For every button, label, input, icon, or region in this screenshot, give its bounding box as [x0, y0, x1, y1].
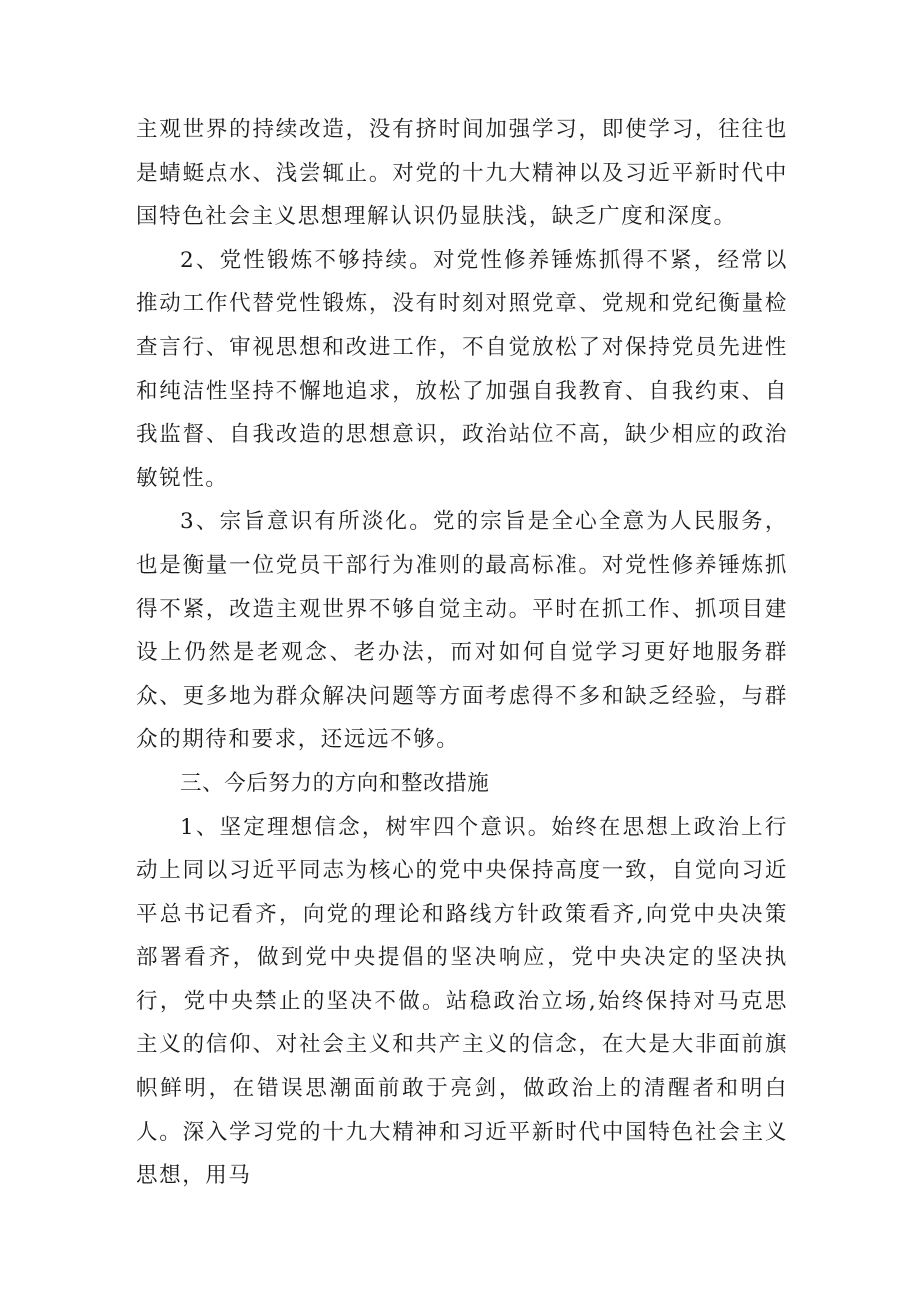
paragraph-continuation: 主观世界的持续改造，没有挤时间加强学习，即使学习，往往也是蜻蜓点水、浅尝辄止。对党的十九大精神以及习近平新时代中国特色社会主义思想理解认识仍显肤浅，缺乏广度和深度。	[136, 117, 788, 230]
section-heading: 三、今后努力的方向和整改措施	[180, 770, 490, 796]
paragraph-item-3: 3、宗旨意识有所淡化。党的宗旨是全心全意为人民服务，也是衡量一位党员干部行为准则的最高标准。对党性修养锤炼抓得不紧，改造主观世界不够自觉主动。平时在抓工作、抓项目建设上仍然是老观念、老办法，而对如何自觉学习更好地服务群众、更多地为群众解决问题等方面考虑得不多和缺乏经验，与群众的期待和要求，还远远不够。	[136, 509, 788, 753]
paragraph-item-2: 2、党性锻炼不够持续。对党性修养锤炼抓得不紧，经常以推动工作代替党性锻炼，没有时刻对照党章、党规和党纪衡量检查言行、审视思想和改进工作，不自觉放松了对保持党员先进性和纯洁性坚持不懈地追求，放松了加强自我教育、自我约束、自我监督、自我改造的思想意识，政治站位不高，缺少相应的政治敏锐性。	[136, 247, 788, 491]
document-body	[136, 108, 788, 1198]
paragraph-item-1: 1、坚定理想信念，树牢四个意识。始终在思想上政治上行动上同以习近平同志为核心的党中央保持高度一致，自觉向习近平总书记看齐，向党的理论和路线方针政策看齐,向党中央决策部署看齐，做到党中央提倡的坚决响应，党中央决定的坚决执行，党中央禁止的坚决不做。站稳政治立场,始终保持对马克思主义的信仰、对社会主义和共产主义的信念，在大是大非面前旗帜鲜明，在错误思潮面前敢于亮剑，做政治上的清醒者和明白人。深入学习党的十九大精神和习近平新时代中国特色社会主义思想，用马	[136, 814, 788, 1189]
